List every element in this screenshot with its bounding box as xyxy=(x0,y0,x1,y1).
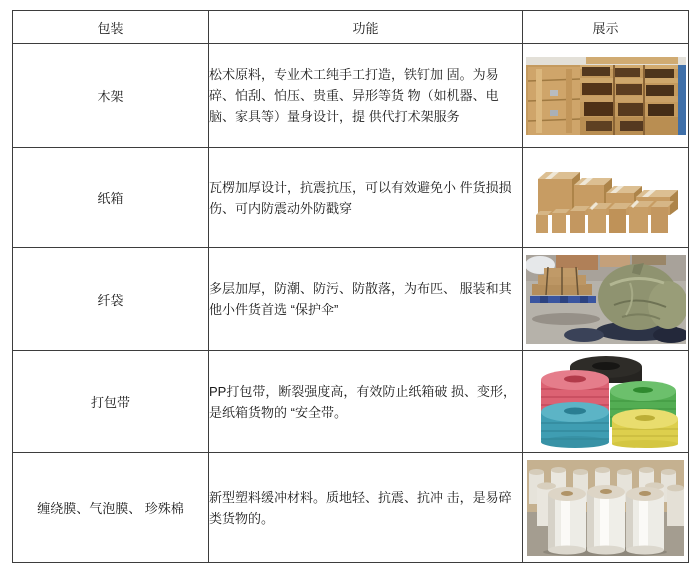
table-row-fiber-bag xyxy=(13,248,689,351)
header-row xyxy=(13,11,689,44)
packaging-name: 纤袋 xyxy=(13,248,209,351)
function-text: 瓦楞加厚设计，抗震抗压，可以有效避免小 件货损损伤、可内防震动外防戳穿 xyxy=(209,148,523,248)
packaging-name: 打包带 xyxy=(13,351,209,453)
packaging-table-wrapper xyxy=(12,10,689,563)
header-function: 功能 xyxy=(209,11,523,44)
wooden-crates-photo xyxy=(526,57,686,135)
packaging-name: 木架 xyxy=(13,44,209,148)
film-rolls-photo xyxy=(527,460,684,556)
header-display: 展示 xyxy=(523,11,689,44)
packaging-name: 纸箱 xyxy=(13,148,209,248)
table-row-wrapping-film xyxy=(13,453,689,563)
woven-bags-photo xyxy=(526,255,686,344)
packaging-table xyxy=(12,10,689,563)
cardboard-boxes-photo xyxy=(528,153,683,243)
function-text: 松术原料，专业术工纯手工打造，铁钉加 固。为易碎、怕刮、怕压、贵重、异形等货 物（如机器、电脑、家具等）量身设计，提 供代打术架服务 xyxy=(209,44,523,148)
table-row-wooden-frame xyxy=(13,44,689,148)
packaging-name: 缠绕膜、气泡膜、 珍殊棉 xyxy=(13,453,209,563)
function-text: 新型塑料缓冲材料。质地轻、抗震、抗冲 击，是易碎类货物的。 xyxy=(209,453,523,563)
function-text: 多层加厚，防潮、防污、防散落，为布匹、 服装和其他小件货首选 “保护伞” xyxy=(209,248,523,351)
strap-rolls-photo xyxy=(531,355,681,448)
table-row-packing-strap xyxy=(13,351,689,453)
table-row-carton xyxy=(13,148,689,248)
function-text: PP打包带，断裂强度高，有效防止纸箱破 损、变形，是纸箱货物的 “安全带。 xyxy=(209,351,523,453)
header-packaging: 包装 xyxy=(13,11,209,44)
